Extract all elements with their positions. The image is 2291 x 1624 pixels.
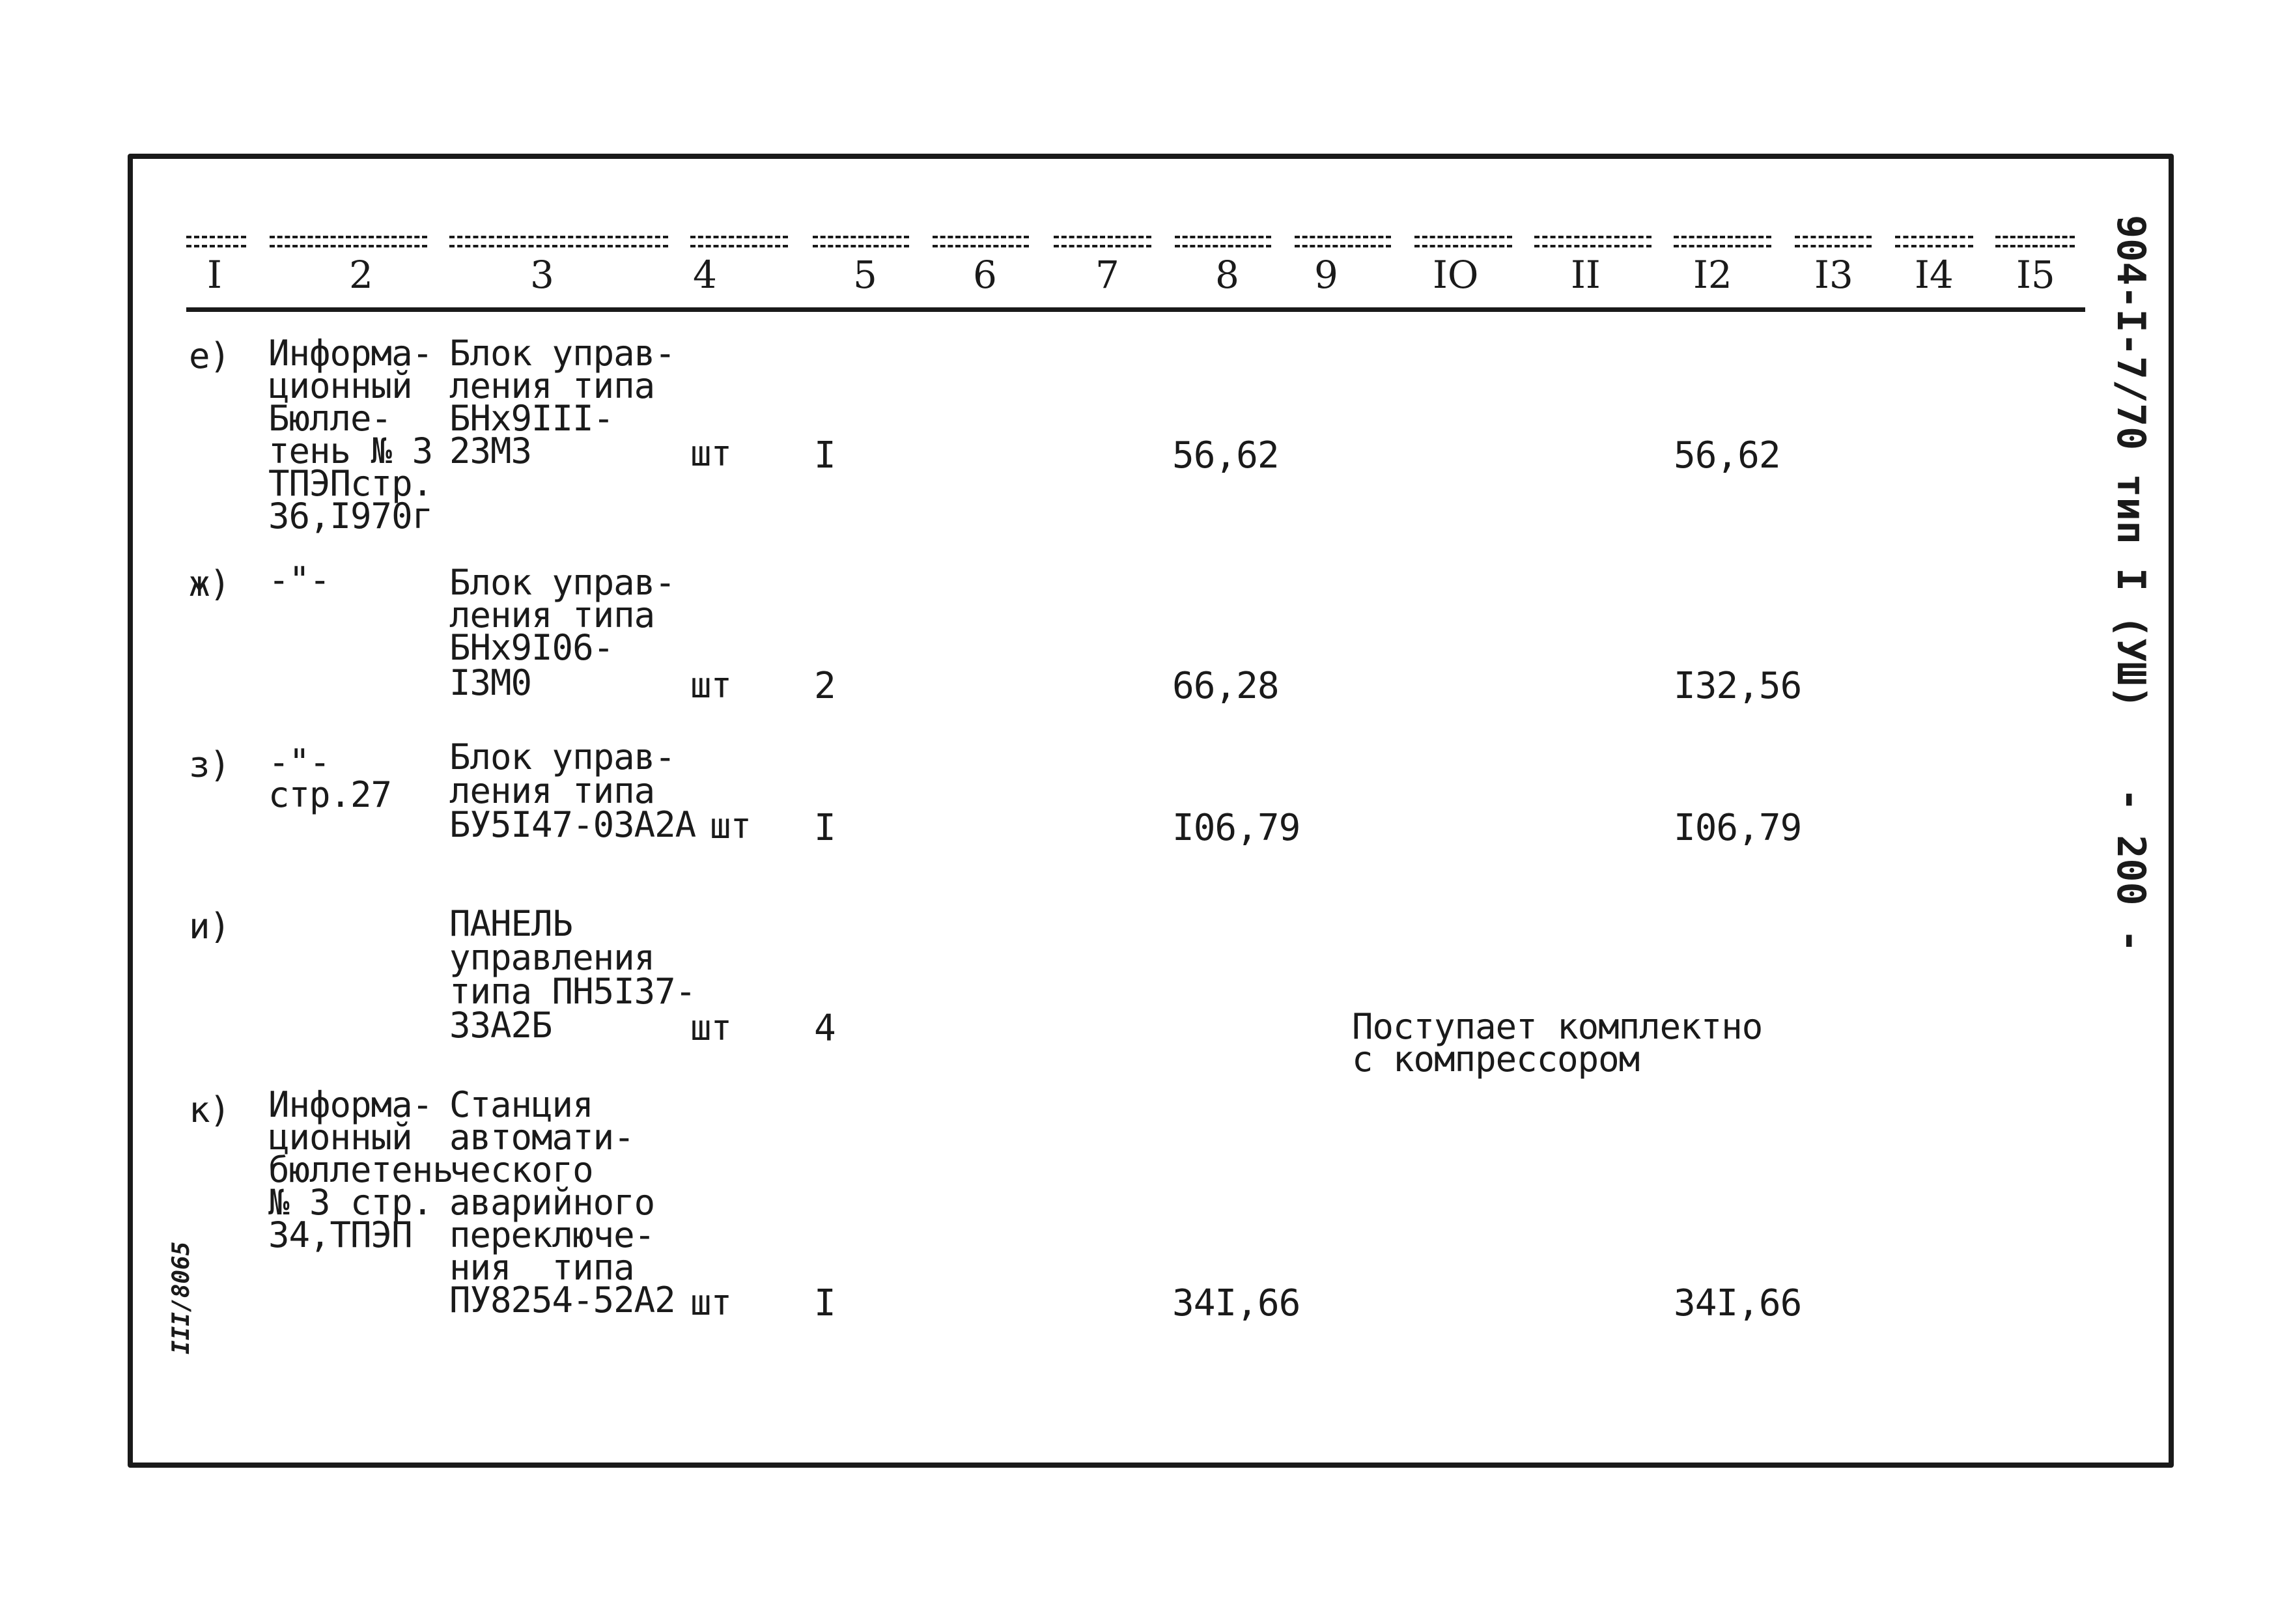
header-col-12: I2 (1693, 253, 1732, 297)
row-letter: е) (189, 335, 231, 376)
unit: шт (690, 1282, 732, 1323)
unit-price: 34I,66 (1172, 1282, 1300, 1324)
item-name-line: ления типа (449, 770, 655, 811)
reference-line: -"- (268, 559, 330, 600)
page-frame (128, 154, 2174, 1468)
header-dash-line (270, 236, 427, 247)
reference-line: 36,I970г (268, 496, 433, 537)
reference-line: тень № 3 (268, 430, 433, 471)
unit: шт (710, 805, 752, 847)
item-name-line: БНх9III- (449, 398, 614, 439)
reference-line: -"- (268, 742, 330, 783)
row-letter: к) (189, 1089, 231, 1130)
header-rule (186, 307, 2085, 312)
header-col-6: 6 (973, 253, 997, 297)
item-name-line: ления типа (449, 595, 655, 636)
header-dash-line (1054, 236, 1151, 247)
item-name-line: БНх9I06- (449, 627, 614, 668)
header-col-14: I4 (1915, 253, 1954, 297)
item-name-line: ления типа (449, 365, 655, 406)
unit: шт (690, 665, 732, 706)
total-price: 56,62 (1674, 434, 1780, 477)
unit: шт (690, 433, 732, 474)
header-col-5: 5 (853, 253, 877, 297)
header-col-9: 9 (1314, 253, 1338, 297)
total-price: I32,56 (1674, 665, 1802, 707)
item-name-line: 33А2Б (449, 1005, 552, 1046)
quantity: I (814, 807, 836, 849)
header-dash-line (1295, 236, 1391, 247)
header-col-2: 2 (349, 253, 373, 297)
item-name-line: переключе- (449, 1214, 655, 1255)
header-dash-line (1895, 236, 1973, 247)
header-dash-line (449, 236, 668, 247)
header-dash-line (933, 236, 1029, 247)
header-col-11: II (1571, 253, 1601, 297)
item-name-line: Станция (449, 1084, 593, 1125)
item-name-line: ПУ8254-52А2 (449, 1280, 675, 1321)
delivery-note-line: с компрессором (1352, 1039, 1640, 1080)
total-price: 34I,66 (1674, 1282, 1802, 1324)
item-name-line: типа ПН5I37- (449, 971, 696, 1012)
header-col-3: 3 (530, 253, 554, 297)
header-col-15: I5 (2016, 253, 2055, 297)
row-letter: з) (189, 744, 231, 785)
item-name-line: ПАНЕЛЬ (449, 903, 573, 944)
header-dash-line (813, 236, 909, 247)
header-col-13: I3 (1814, 253, 1853, 297)
row-letter: ж) (189, 563, 231, 604)
reference-line: ционный (268, 1117, 412, 1158)
header-col-10: IO (1433, 253, 1479, 297)
header-col-4: 4 (693, 253, 717, 297)
quantity: I (814, 434, 836, 477)
unit: шт (690, 1007, 732, 1048)
header-dash-line (186, 236, 246, 247)
header-dash-line (1175, 236, 1271, 247)
item-name-line: управления (449, 937, 655, 978)
item-name-line: Блок управ- (449, 736, 675, 777)
quantity: 4 (814, 1007, 836, 1050)
reference-line: ционный (268, 365, 412, 406)
header-dash-line (690, 236, 788, 247)
header-dash-line (1795, 236, 1872, 247)
reference-line: Бюлле- (268, 398, 392, 439)
reference-line: 34,ТПЭП (268, 1214, 412, 1255)
delivery-note-line: Поступает комплектно (1352, 1006, 1763, 1047)
item-name-line: БУ5I47-03А2А (449, 804, 696, 845)
header-dash-line (1534, 236, 1651, 247)
document-code-label: 904-I-7/70 тип I (УШ) (2108, 215, 2154, 709)
header-col-8: 8 (1215, 253, 1239, 297)
total-price: I06,79 (1674, 807, 1802, 849)
row-letter: и) (189, 906, 231, 947)
item-name-line: I3М0 (449, 662, 532, 703)
unit-price: I06,79 (1172, 807, 1300, 849)
reference-line: Информа- (268, 333, 433, 374)
unit-price: 56,62 (1172, 434, 1279, 477)
item-name-line: Блок управ- (449, 333, 675, 374)
reference-line: ТПЭПстр. (268, 463, 433, 504)
header-col-7: 7 (1095, 253, 1119, 297)
header-dash-line (1414, 236, 1512, 247)
reference-line: № 3 стр. (268, 1182, 433, 1223)
archive-stamp: III/8065 (168, 1241, 195, 1354)
unit-price: 66,28 (1172, 665, 1279, 707)
header-dash-line (1674, 236, 1771, 247)
header-dash-line (1995, 236, 2075, 247)
reference-line: стр.27 (268, 774, 392, 815)
quantity: 2 (814, 665, 836, 707)
reference-line: Информа- (268, 1084, 433, 1125)
quantity: I (814, 1282, 836, 1324)
item-name-line: ческого (449, 1149, 593, 1190)
item-name-line: аварийного (449, 1182, 655, 1223)
reference-line: бюллетень (268, 1149, 453, 1190)
page-number: - 200 - (2108, 788, 2154, 953)
item-name-line: 23МЗ (449, 430, 532, 471)
header-col-1: I (207, 253, 222, 297)
item-name-line: ния типа (449, 1247, 634, 1288)
item-name-line: Блок управ- (449, 562, 675, 603)
item-name-line: автомати- (449, 1117, 634, 1158)
